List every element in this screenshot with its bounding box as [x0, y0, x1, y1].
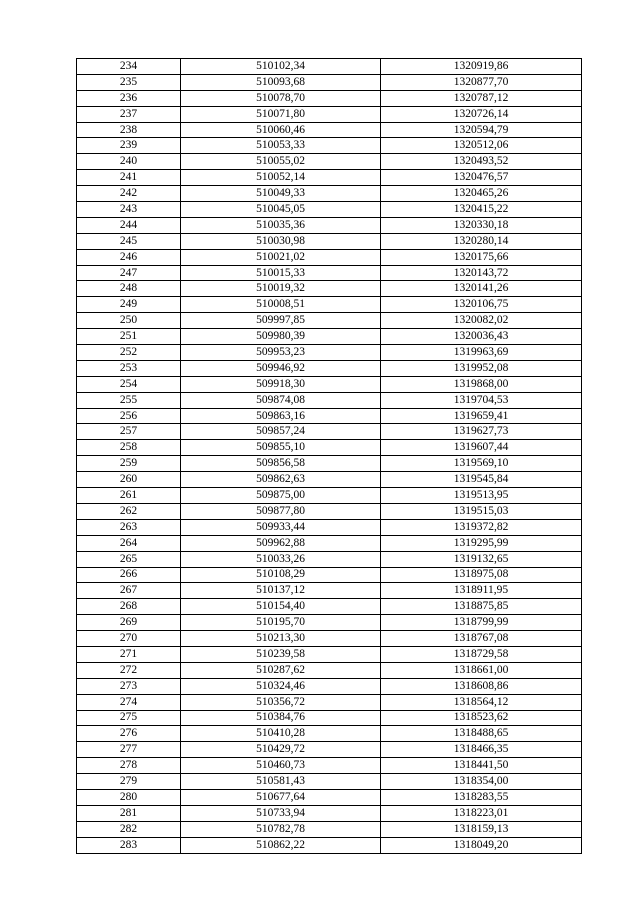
x-coordinate-cell: 510862,22: [181, 837, 381, 853]
y-coordinate-cell: 1318767,08: [381, 631, 582, 647]
x-coordinate-cell: 510035,36: [181, 217, 381, 233]
x-coordinate-cell: 510410,28: [181, 726, 381, 742]
point-number-cell: 273: [77, 678, 181, 694]
y-coordinate-cell: 1318523,62: [381, 710, 582, 726]
x-coordinate-cell: 510154,40: [181, 599, 381, 615]
table-row: [77, 535, 582, 551]
y-coordinate-cell: 1320280,14: [381, 233, 582, 249]
y-coordinate-cell: 1320415,22: [381, 202, 582, 218]
table-row: [77, 488, 582, 504]
y-coordinate-cell: 1320476,57: [381, 170, 582, 186]
x-coordinate-cell: 510213,30: [181, 631, 381, 647]
table-row: [77, 281, 582, 297]
table-row: [77, 821, 582, 837]
point-number-cell: 272: [77, 662, 181, 678]
y-coordinate-cell: 1318608,86: [381, 678, 582, 694]
y-coordinate-cell: 1318441,50: [381, 758, 582, 774]
x-coordinate-cell: 509962,88: [181, 535, 381, 551]
point-number-cell: 235: [77, 74, 181, 90]
point-number-cell: 265: [77, 551, 181, 567]
point-number-cell: 239: [77, 138, 181, 154]
x-coordinate-cell: 509862,63: [181, 472, 381, 488]
y-coordinate-cell: 1320512,06: [381, 138, 582, 154]
table-row: [77, 360, 582, 376]
y-coordinate-cell: 1319659,41: [381, 408, 582, 424]
table-row: [77, 90, 582, 106]
y-coordinate-cell: 1318466,35: [381, 742, 582, 758]
point-number-cell: 260: [77, 472, 181, 488]
x-coordinate-cell: 510239,58: [181, 646, 381, 662]
y-coordinate-cell: 1318223,01: [381, 805, 582, 821]
y-coordinate-cell: 1319627,73: [381, 424, 582, 440]
point-number-cell: 274: [77, 694, 181, 710]
point-number-cell: 237: [77, 106, 181, 122]
table-row: [77, 154, 582, 170]
y-coordinate-cell: 1320919,86: [381, 59, 582, 75]
table-row: [77, 774, 582, 790]
x-coordinate-cell: 510053,33: [181, 138, 381, 154]
x-coordinate-cell: 510102,34: [181, 59, 381, 75]
point-number-cell: 278: [77, 758, 181, 774]
x-coordinate-cell: 510677,64: [181, 789, 381, 805]
point-number-cell: 267: [77, 583, 181, 599]
x-coordinate-cell: 510460,73: [181, 758, 381, 774]
y-coordinate-cell: 1318911,95: [381, 583, 582, 599]
table-row: [77, 170, 582, 186]
table-row: [77, 122, 582, 138]
y-coordinate-cell: 1318875,85: [381, 599, 582, 615]
point-number-cell: 234: [77, 59, 181, 75]
point-number-cell: 266: [77, 567, 181, 583]
x-coordinate-cell: 510055,02: [181, 154, 381, 170]
y-coordinate-cell: 1318564,12: [381, 694, 582, 710]
y-coordinate-cell: 1318283,55: [381, 789, 582, 805]
x-coordinate-cell: 510093,68: [181, 74, 381, 90]
x-coordinate-cell: 510384,76: [181, 710, 381, 726]
x-coordinate-cell: 510033,26: [181, 551, 381, 567]
x-coordinate-cell: 510733,94: [181, 805, 381, 821]
point-number-cell: 280: [77, 789, 181, 805]
point-number-cell: 238: [77, 122, 181, 138]
y-coordinate-cell: 1318799,99: [381, 615, 582, 631]
x-coordinate-cell: 509918,30: [181, 376, 381, 392]
point-number-cell: 246: [77, 249, 181, 265]
y-coordinate-cell: 1319545,84: [381, 472, 582, 488]
point-number-cell: 257: [77, 424, 181, 440]
point-number-cell: 249: [77, 297, 181, 313]
point-number-cell: 241: [77, 170, 181, 186]
x-coordinate-cell: 509877,80: [181, 503, 381, 519]
table-row: [77, 376, 582, 392]
point-number-cell: 247: [77, 265, 181, 281]
point-number-cell: 275: [77, 710, 181, 726]
point-number-cell: 256: [77, 408, 181, 424]
y-coordinate-cell: 1318661,00: [381, 662, 582, 678]
table-row: [77, 472, 582, 488]
point-number-cell: 279: [77, 774, 181, 790]
x-coordinate-cell: 509875,00: [181, 488, 381, 504]
y-coordinate-cell: 1319704,53: [381, 392, 582, 408]
point-number-cell: 245: [77, 233, 181, 249]
point-number-cell: 255: [77, 392, 181, 408]
point-number-cell: 251: [77, 329, 181, 345]
y-coordinate-cell: 1320877,70: [381, 74, 582, 90]
x-coordinate-cell: 509863,16: [181, 408, 381, 424]
x-coordinate-cell: 510008,51: [181, 297, 381, 313]
coordinates-table: [76, 58, 582, 854]
y-coordinate-cell: 1320175,66: [381, 249, 582, 265]
table-row: [77, 186, 582, 202]
point-number-cell: 277: [77, 742, 181, 758]
x-coordinate-cell: 510021,02: [181, 249, 381, 265]
y-coordinate-cell: 1319513,95: [381, 488, 582, 504]
y-coordinate-cell: 1320082,02: [381, 313, 582, 329]
point-number-cell: 258: [77, 440, 181, 456]
table-row: [77, 551, 582, 567]
table-row: [77, 710, 582, 726]
x-coordinate-cell: 510071,80: [181, 106, 381, 122]
table-row: [77, 503, 582, 519]
y-coordinate-cell: 1318729,58: [381, 646, 582, 662]
table-row: [77, 106, 582, 122]
table-row: [77, 631, 582, 647]
y-coordinate-cell: 1319132,65: [381, 551, 582, 567]
x-coordinate-cell: 510137,12: [181, 583, 381, 599]
point-number-cell: 269: [77, 615, 181, 631]
table-row: [77, 408, 582, 424]
x-coordinate-cell: 509997,85: [181, 313, 381, 329]
x-coordinate-cell: 509980,39: [181, 329, 381, 345]
y-coordinate-cell: 1319963,69: [381, 345, 582, 361]
table-row: [77, 329, 582, 345]
table-row: [77, 567, 582, 583]
table-row: [77, 678, 582, 694]
table-row: [77, 217, 582, 233]
point-number-cell: 248: [77, 281, 181, 297]
y-coordinate-cell: 1320465,26: [381, 186, 582, 202]
table-row: [77, 265, 582, 281]
y-coordinate-cell: 1319515,03: [381, 503, 582, 519]
y-coordinate-cell: 1319952,08: [381, 360, 582, 376]
point-number-cell: 259: [77, 456, 181, 472]
point-number-cell: 283: [77, 837, 181, 853]
y-coordinate-cell: 1320141,26: [381, 281, 582, 297]
y-coordinate-cell: 1320143,72: [381, 265, 582, 281]
y-coordinate-cell: 1320493,52: [381, 154, 582, 170]
y-coordinate-cell: 1320726,14: [381, 106, 582, 122]
table-row: [77, 805, 582, 821]
table-row: [77, 599, 582, 615]
point-number-cell: 254: [77, 376, 181, 392]
table-row: [77, 758, 582, 774]
point-number-cell: 281: [77, 805, 181, 821]
y-coordinate-cell: 1318975,08: [381, 567, 582, 583]
table-row: [77, 345, 582, 361]
point-number-cell: 240: [77, 154, 181, 170]
table-row: [77, 392, 582, 408]
point-number-cell: 276: [77, 726, 181, 742]
x-coordinate-cell: 510045,05: [181, 202, 381, 218]
x-coordinate-cell: 510782,78: [181, 821, 381, 837]
point-number-cell: 264: [77, 535, 181, 551]
point-number-cell: 263: [77, 519, 181, 535]
point-number-cell: 253: [77, 360, 181, 376]
table-row: [77, 726, 582, 742]
y-coordinate-cell: 1319868,00: [381, 376, 582, 392]
x-coordinate-cell: 510287,62: [181, 662, 381, 678]
y-coordinate-cell: 1319372,82: [381, 519, 582, 535]
table-row: [77, 742, 582, 758]
table-row: [77, 662, 582, 678]
y-coordinate-cell: 1318354,00: [381, 774, 582, 790]
point-number-cell: 250: [77, 313, 181, 329]
table-row: [77, 694, 582, 710]
x-coordinate-cell: 510356,72: [181, 694, 381, 710]
point-number-cell: 282: [77, 821, 181, 837]
x-coordinate-cell: 510324,46: [181, 678, 381, 694]
table-row: [77, 233, 582, 249]
table-row: [77, 59, 582, 75]
y-coordinate-cell: 1320330,18: [381, 217, 582, 233]
table-row: [77, 297, 582, 313]
x-coordinate-cell: 509933,44: [181, 519, 381, 535]
y-coordinate-cell: 1320787,12: [381, 90, 582, 106]
x-coordinate-cell: 510052,14: [181, 170, 381, 186]
x-coordinate-cell: 510049,33: [181, 186, 381, 202]
table-row: [77, 615, 582, 631]
table-row: [77, 313, 582, 329]
point-number-cell: 236: [77, 90, 181, 106]
x-coordinate-cell: 509946,92: [181, 360, 381, 376]
point-number-cell: 242: [77, 186, 181, 202]
table-row: [77, 74, 582, 90]
x-coordinate-cell: 509857,24: [181, 424, 381, 440]
x-coordinate-cell: 510108,29: [181, 567, 381, 583]
x-coordinate-cell: 510078,70: [181, 90, 381, 106]
y-coordinate-cell: 1320594,79: [381, 122, 582, 138]
table-row: [77, 519, 582, 535]
x-coordinate-cell: 510030,98: [181, 233, 381, 249]
x-coordinate-cell: 509856,58: [181, 456, 381, 472]
table-row: [77, 138, 582, 154]
table-row: [77, 440, 582, 456]
x-coordinate-cell: 510060,46: [181, 122, 381, 138]
y-coordinate-cell: 1318488,65: [381, 726, 582, 742]
table-row: [77, 583, 582, 599]
y-coordinate-cell: 1319569,10: [381, 456, 582, 472]
table-row: [77, 837, 582, 853]
table-row: [77, 202, 582, 218]
table-row: [77, 249, 582, 265]
x-coordinate-cell: 509953,23: [181, 345, 381, 361]
y-coordinate-cell: 1319607,44: [381, 440, 582, 456]
x-coordinate-cell: 510019,32: [181, 281, 381, 297]
coordinates-table-body: [77, 59, 582, 854]
point-number-cell: 270: [77, 631, 181, 647]
point-number-cell: 243: [77, 202, 181, 218]
y-coordinate-cell: 1320106,75: [381, 297, 582, 313]
y-coordinate-cell: 1320036,43: [381, 329, 582, 345]
table-row: [77, 424, 582, 440]
x-coordinate-cell: 510429,72: [181, 742, 381, 758]
x-coordinate-cell: 510581,43: [181, 774, 381, 790]
point-number-cell: 244: [77, 217, 181, 233]
point-number-cell: 252: [77, 345, 181, 361]
x-coordinate-cell: 510015,33: [181, 265, 381, 281]
table-row: [77, 646, 582, 662]
point-number-cell: 261: [77, 488, 181, 504]
point-number-cell: 271: [77, 646, 181, 662]
x-coordinate-cell: 510195,70: [181, 615, 381, 631]
table-row: [77, 456, 582, 472]
point-number-cell: 262: [77, 503, 181, 519]
point-number-cell: 268: [77, 599, 181, 615]
x-coordinate-cell: 509855,10: [181, 440, 381, 456]
table-row: [77, 789, 582, 805]
y-coordinate-cell: 1318049,20: [381, 837, 582, 853]
y-coordinate-cell: 1319295,99: [381, 535, 582, 551]
x-coordinate-cell: 509874,08: [181, 392, 381, 408]
y-coordinate-cell: 1318159,13: [381, 821, 582, 837]
